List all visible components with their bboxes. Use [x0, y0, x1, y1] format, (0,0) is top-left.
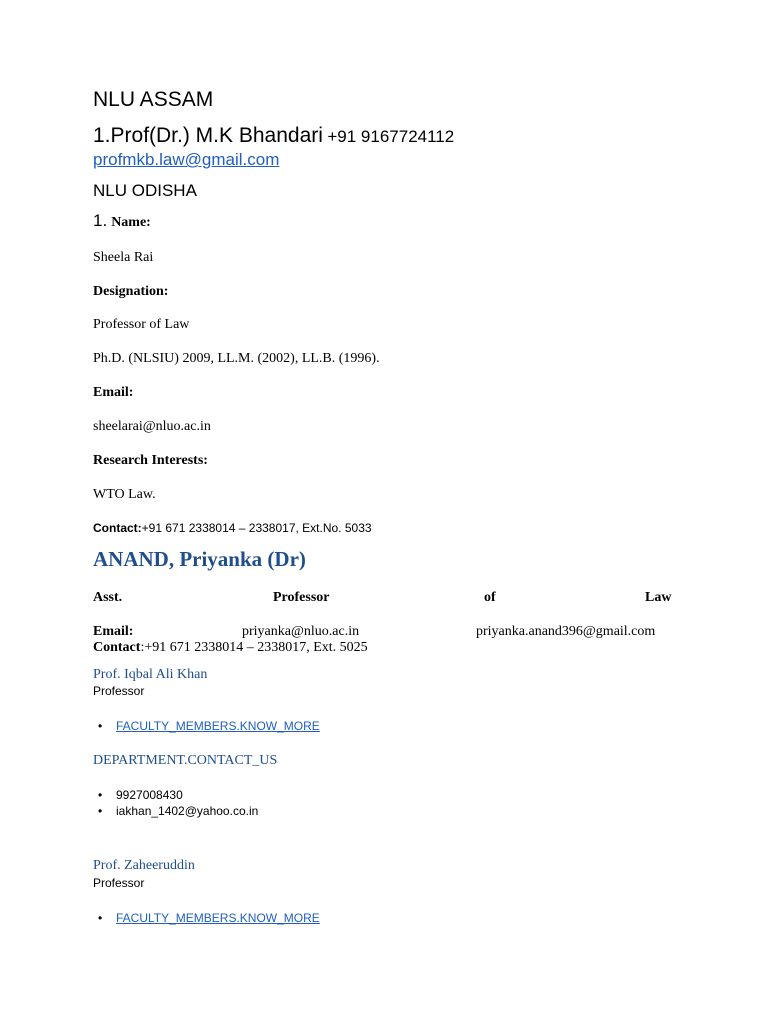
khan-role: Professor [93, 684, 145, 698]
zaheeruddin-link-item [98, 911, 320, 925]
khan-know-more-link[interactable]: FACULTY_MEMBERS.KNOW_MORE [116, 719, 320, 733]
list-number: 1. [93, 211, 108, 230]
contact-value: +91 671 2338014 – 2338017, Ext.No. 5033 [141, 521, 372, 535]
assam-email-link[interactable]: profmkb.law@gmail.com [93, 150, 280, 169]
email-label: Email: [93, 385, 134, 400]
khan-email: iakhan_1402@yahoo.co.in [116, 804, 259, 818]
qualifications: Ph.D. (NLSIU) 2009, LL.M. (2002), LL.B. (1996). [93, 351, 380, 366]
assam-contact-phone: +91 9167724112 [327, 127, 455, 146]
odisha-name-row [93, 211, 151, 231]
research-label: Research Interests: [93, 453, 208, 468]
anand-email-1: priyanka@nluo.ac.in [242, 624, 360, 639]
bullet-icon: • [98, 719, 103, 733]
zaheeruddin-name: Prof. Zaheeruddin [93, 858, 195, 873]
contact-label: Contact: [93, 521, 142, 535]
assam-contact-line [93, 124, 454, 148]
anand-title-word-2: Professor [273, 590, 330, 605]
nlu-odisha-heading: NLU ODISHA [93, 181, 197, 200]
anand-contact-line [93, 640, 368, 656]
khan-phone: 9927008430 [116, 788, 183, 802]
name-value: Sheela Rai [93, 250, 154, 265]
odisha-contact-line [93, 521, 372, 535]
anand-title-word-3: of [484, 590, 496, 605]
khan-phone-item [98, 788, 183, 802]
department-contact-heading: DEPARTMENT.CONTACT_US [93, 753, 278, 768]
khan-link-item [98, 719, 320, 733]
anand-contact-value: :+91 671 2338014 – 2338017, Ext. 5025 [140, 640, 368, 655]
anand-email-2: priyanka.anand396@gmail.com [476, 624, 656, 639]
assam-contact-name: 1.Prof(Dr.) M.K Bhandari [93, 124, 323, 147]
khan-email-item [98, 804, 259, 818]
designation-value: Professor of Law [93, 317, 190, 332]
bullet-icon: • [98, 804, 103, 818]
khan-name: Prof. Iqbal Ali Khan [93, 667, 208, 682]
zaheeruddin-know-more-link[interactable]: FACULTY_MEMBERS.KNOW_MORE [116, 911, 320, 925]
research-value: WTO Law. [93, 487, 156, 502]
anand-heading: ANAND, Priyanka (Dr) [93, 547, 306, 571]
bullet-icon: • [98, 911, 103, 925]
anand-title-word-1: Asst. [93, 590, 123, 605]
name-label: Name: [111, 215, 151, 230]
nlu-assam-heading: NLU ASSAM [93, 88, 214, 111]
bullet-icon: • [98, 788, 103, 802]
anand-title-word-4: Law [645, 590, 672, 605]
anand-contact-label: Contact [93, 640, 141, 655]
anand-email-label: Email: [93, 624, 134, 639]
designation-label: Designation: [93, 284, 169, 299]
email-value: sheelarai@nluo.ac.in [93, 419, 211, 434]
zaheeruddin-role: Professor [93, 876, 145, 890]
